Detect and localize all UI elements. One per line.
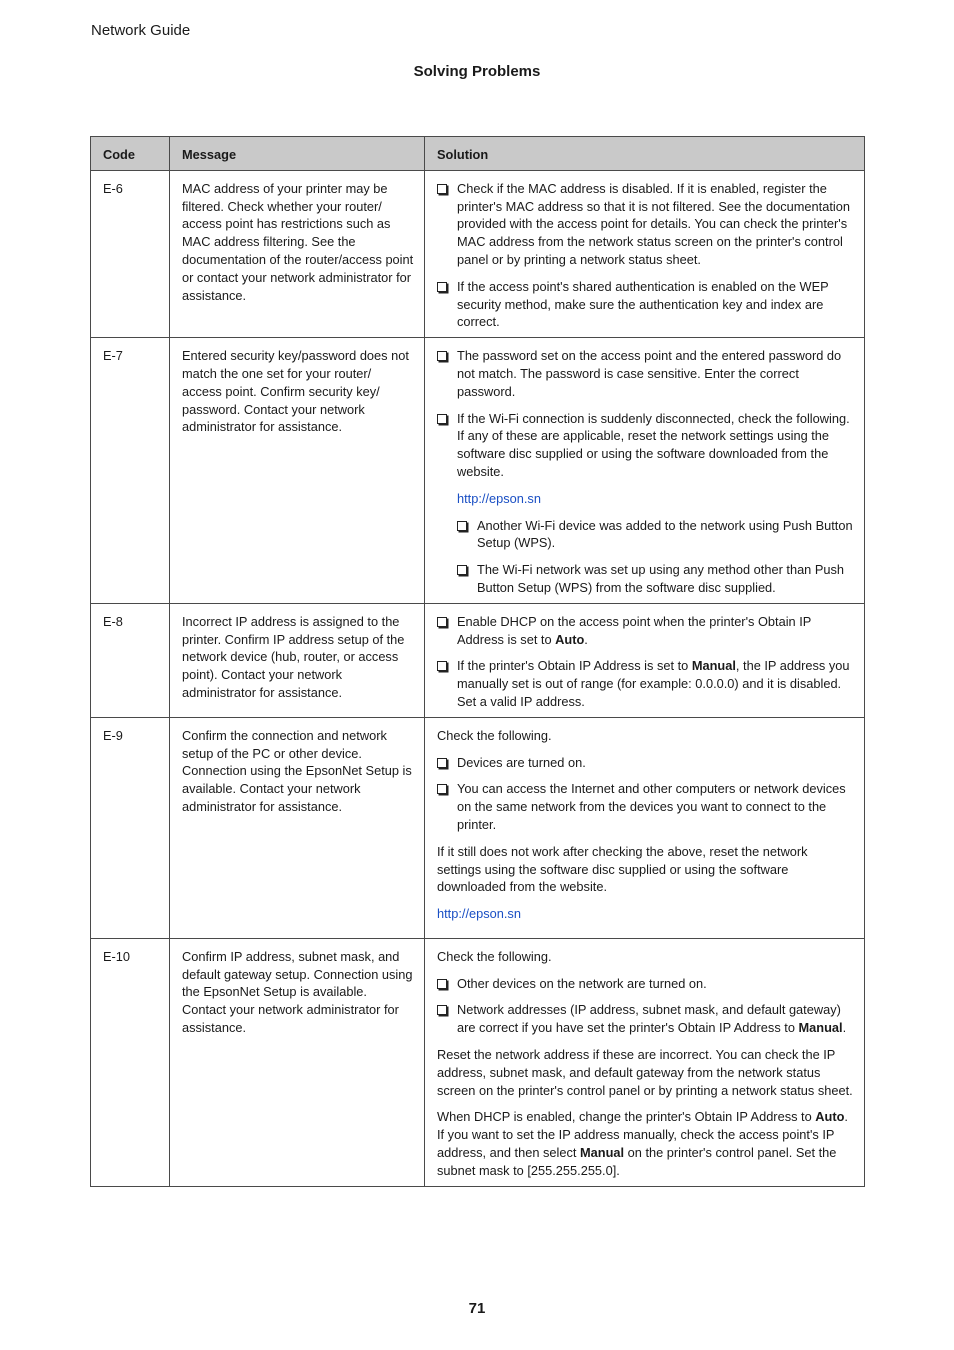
table-header-row [91, 137, 865, 171]
list-item-text: If the printer's Obtain IP Address is set to [457, 658, 692, 674]
checkbox-bullet-icon [457, 565, 467, 575]
column-header-message: Message [170, 137, 425, 171]
solution-cell [425, 717, 865, 938]
solution-paragraph: Reset the network address if these are incorrect. You can check the IP address, subnet mask, and default gateway from the network status screen on the printer's control panel or by printing a network status sheet. [437, 1047, 853, 1098]
error-code: E-10 [91, 938, 170, 1186]
error-message: Entered security key/password does not match the one set for your router/ access point. Confirm security key/ password. Contact your network administrator for assistance. [170, 338, 425, 604]
checkbox-bullet-icon [437, 979, 447, 989]
sub-list-item [457, 517, 854, 553]
error-code-table [90, 136, 865, 1187]
error-code: E-8 [91, 603, 170, 717]
checkbox-bullet-icon [437, 351, 447, 361]
list-item [437, 278, 854, 331]
error-code: E-7 [91, 338, 170, 604]
epson-link[interactable]: http://epson.sn [437, 906, 521, 922]
list-item-text: Enable DHCP on the access point when the printer's Obtain IP Address is set to [457, 613, 812, 647]
checkbox-bullet-icon [437, 184, 447, 194]
list-item-text: . [842, 1020, 847, 1036]
error-message: Confirm IP address, subnet mask, and default gateway setup. Connection using the EpsonNet Setup is available. Contact your network administrator for assistance. [170, 938, 425, 1186]
error-message: Confirm the connection and network setup of the PC or other device. Connection using the EpsonNet Setup is available. Contact your network administrator for assistance. [170, 717, 425, 938]
list-item [437, 780, 854, 833]
checkbox-bullet-icon [437, 784, 447, 794]
list-item [437, 1001, 854, 1037]
setting-value-manual: Manual [691, 658, 736, 674]
solution-cell [425, 170, 865, 337]
setting-value-auto: Auto [815, 1109, 845, 1125]
error-message: MAC address of your printer may be filtered. Check whether your router/ access point has restrictions such as MAC address filtering. See the documentation of the router/access point or contact your network administrator for assistance. [170, 170, 425, 337]
checkbox-bullet-icon [437, 758, 447, 768]
list-item [437, 754, 854, 772]
list-item-text: The password set on the access point and the entered password do not match. The password is case sensitive. Enter the correct password. [457, 348, 842, 399]
solution-cell [425, 338, 865, 604]
paragraph-text: . If you want to set the IP address manually, check the access point's IP address, and then select [437, 1109, 848, 1161]
table-row [91, 603, 865, 717]
checkbox-bullet-icon [437, 1005, 447, 1015]
checkbox-bullet-icon [457, 521, 467, 531]
checkbox-bullet-icon [437, 414, 447, 424]
list-item-text: If the access point's shared authentication is enabled on the WEP security method, make sure the authentication key and index are correct. [457, 278, 829, 330]
error-code: E-6 [91, 170, 170, 337]
section-title: Solving Problems [413, 63, 541, 80]
solution-cell [425, 938, 865, 1186]
error-message: Incorrect IP address is assigned to the printer. Confirm IP address setup of the network device (hub, router, or access point). Contact your network administrator for assistance. [170, 603, 425, 717]
list-item-text: Another Wi-Fi device was added to the network using Push Button Setup (WPS). [477, 517, 853, 551]
setting-value-manual: Manual [798, 1020, 843, 1036]
checkbox-bullet-icon [437, 617, 447, 627]
error-code: E-9 [91, 717, 170, 938]
list-item-text: Other devices on the network are turned on. [457, 975, 707, 991]
checkbox-bullet-icon [437, 282, 447, 292]
solution-intro: Check the following. [437, 727, 552, 743]
table-row [91, 717, 865, 938]
solution-cell [425, 603, 865, 717]
table-row [91, 170, 865, 337]
paragraph-text: on the printer's control panel. Set the subnet mask to [255.255.255.0]. [437, 1145, 837, 1178]
table-row [91, 338, 865, 604]
list-item-text: If the Wi-Fi connection is suddenly disconnected, check the following. If any of these are applicable, reset the network settings using the software disc supplied or using the software downloaded from the website. [457, 410, 850, 479]
list-item [437, 613, 854, 649]
list-item [437, 975, 854, 993]
solution-paragraph [437, 1108, 854, 1179]
running-head: Network Guide [91, 22, 191, 39]
checkbox-bullet-icon [437, 661, 447, 671]
list-item [437, 410, 854, 481]
setting-value-manual: Manual [580, 1145, 625, 1161]
sub-list-item [457, 561, 854, 597]
list-item [437, 347, 854, 400]
column-header-solution: Solution [425, 137, 865, 171]
list-item-text: The Wi-Fi network was set up using any method other than Push Button Setup (WPS) from the software disc supplied. [477, 562, 845, 595]
epson-link[interactable]: http://epson.sn [457, 490, 541, 506]
table-row [91, 938, 865, 1186]
list-item-text: , the IP address you manually set is out of range (for example: 0.0.0.0) and it is disabled. Set a valid IP address. [457, 658, 850, 709]
list-item [437, 657, 854, 710]
list-item-text: Devices are turned on. [457, 754, 586, 770]
paragraph-text: When DHCP is enabled, change the printer's Obtain IP Address to [437, 1109, 816, 1125]
solution-paragraph: If it still does not work after checking the above, reset the network settings using the software disc supplied or using the software downloaded from the website. [437, 843, 808, 895]
setting-value-auto: Auto [555, 631, 585, 647]
list-item-text: Check if the MAC address is disabled. If it is enabled, register the printer's MAC address so that it is not filtered. See the documentation provided with the access point for details. You can check the printer's MAC address from the network status screen on the printer's control panel or by printing a network status sheet. [457, 180, 850, 267]
list-item-text: Network addresses (IP address, subnet mask, and default gateway) are correct if you have set the printer's Obtain IP Address to [457, 1002, 841, 1036]
list-item-text: . [584, 631, 588, 647]
list-item [437, 180, 854, 269]
solution-intro: Check the following. [437, 948, 552, 964]
page-number: 71 [468, 1300, 486, 1317]
list-item-text: You can access the Internet and other computers or network devices on the same network from the devices you want to connect to the printer. [457, 781, 846, 832]
column-header-code: Code [91, 137, 170, 171]
